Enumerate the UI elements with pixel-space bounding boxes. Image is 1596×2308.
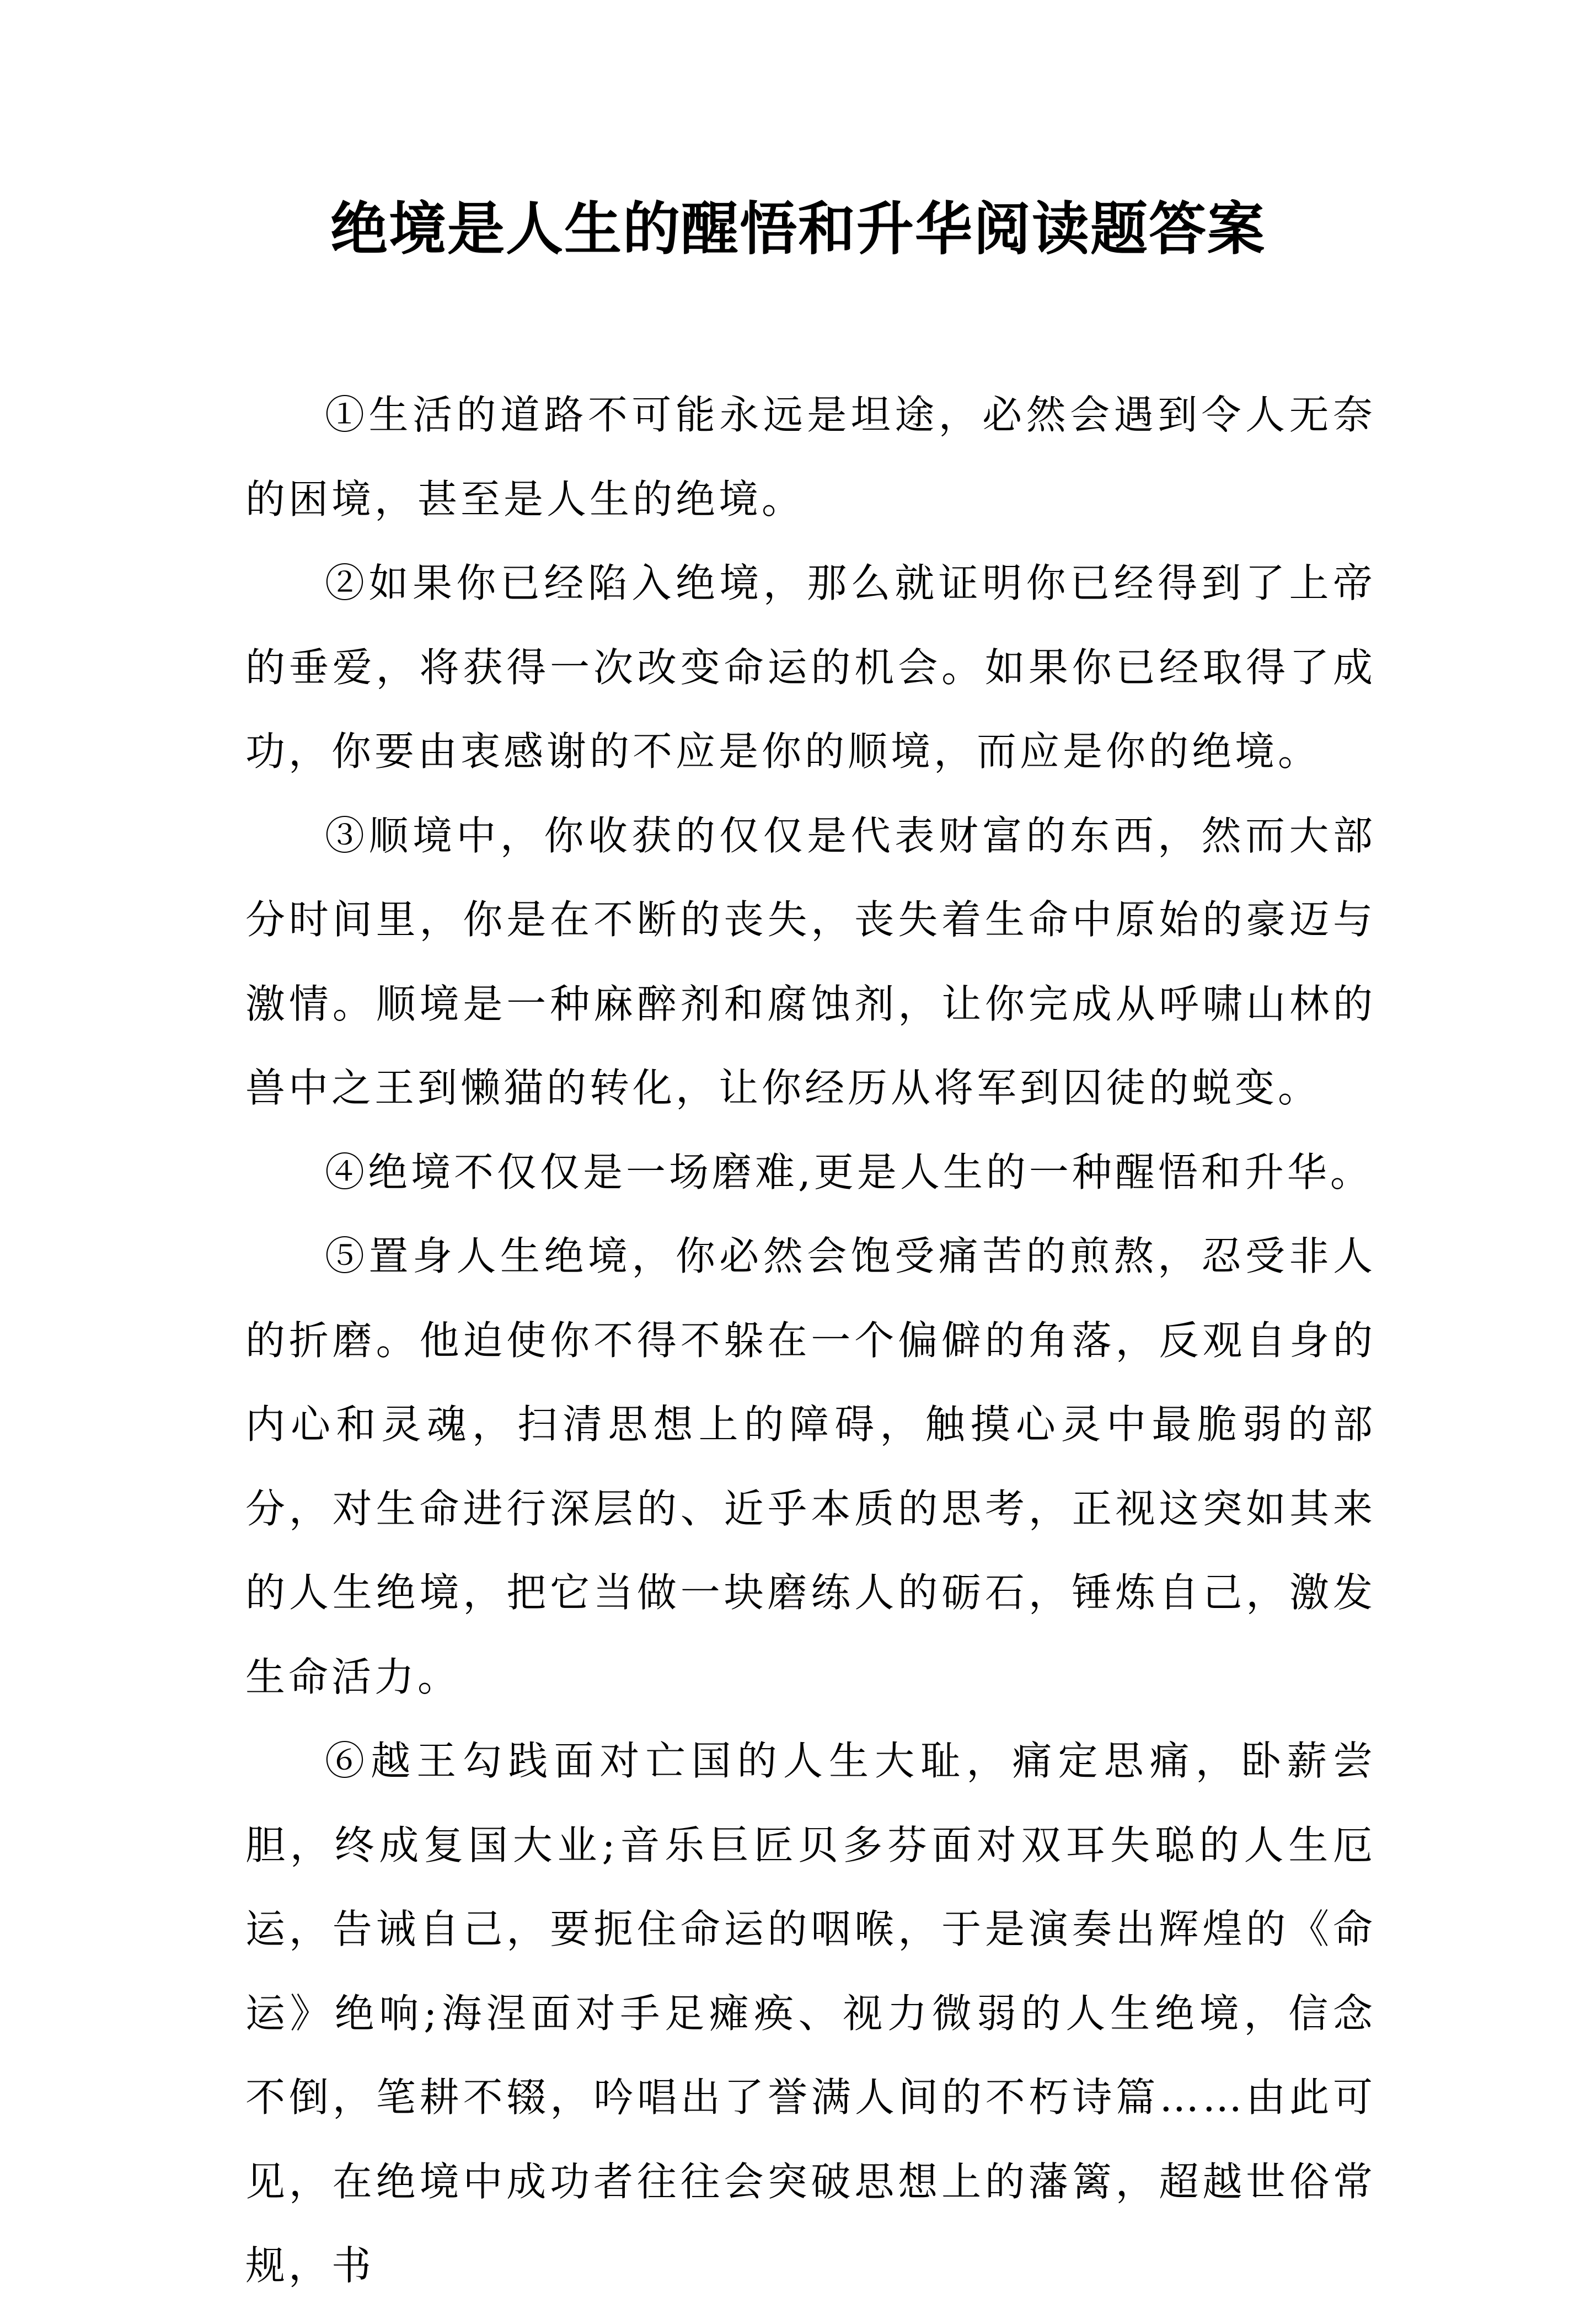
paragraph-4: ④绝境不仅仅是一场磨难,更是人生的一种醒悟和升华。 (325, 1148, 1373, 1195)
document-title: 绝境是人生的醒悟和升华阅读题答案 (330, 195, 1266, 263)
paragraph-3: ③顺境中，你收获的仅仅是代表财富的东西，然而大部分时间里，你是在不断的丧失，丧失着生命中原始的豪迈与激情。顺境是一种麻醉剂和腐蚀剂，让你完成从呼啸山林的兽中之王到懒猫的转化，让你经历从将军到囚徒的蜕变。 (245, 812, 1376, 1111)
paragraph-6: ⑥越王勾践面对亡国的人生大耻，痛定思痛，卧薪尝胆，终成复国大业;音乐巨匠贝多芬面对双耳失聪的人生厄运，告诫自己，要扼住命运的咽喉，于是演奏出辉煌的《命运》绝响;海涅面对手足瘫痪、视力微弱的人生绝境，信念不倒，笔耕不辍，吟唱出了誉满人间的不朽诗篇……由此可见，在绝境中成功者往往会突破思想上的藩篱，超越世俗常规，书 (245, 1738, 1376, 2289)
document-body (245, 373, 1376, 2308)
paragraph-2: ②如果你已经陷入绝境，那么就证明你已经得到了上帝的垂爱，将获得一次改变命运的机会。如果你已经取得了成功，你要由衷感谢的不应是你的顺境，而应是你的绝境。 (245, 560, 1376, 774)
paragraph-5: ⑤置身人生绝境，你必然会饱受痛苦的煎熬，忍受非人的折磨。他迫使你不得不躲在一个偏僻的角落，反观自身的内心和灵魂，扫清思想上的障碍，触摸心灵中最脆弱的部分，对生命进行深层的、近乎本质的思考，正视这突如其来的人生绝境，把它当做一块磨练人的砺石，锤炼自己，激发生命活力。 (245, 1233, 1376, 1700)
paragraph-1: ①生活的道路不可能永远是坦途，必然会遇到令人无奈的困境，甚至是人生的绝境。 (245, 392, 1376, 522)
